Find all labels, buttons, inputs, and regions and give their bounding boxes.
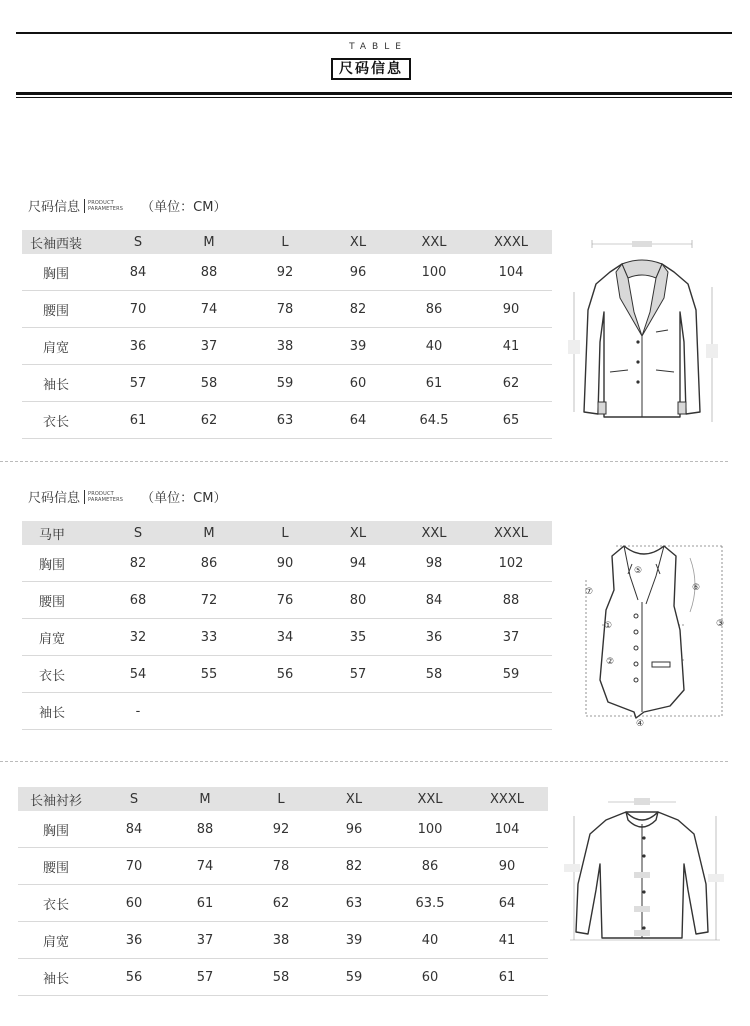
row-measure-label: 衣长 <box>38 669 65 684</box>
row-measure-label: 肩宽 <box>42 935 69 950</box>
section-heading-cn: 尺码信息 <box>28 200 81 215</box>
table-row <box>18 848 548 885</box>
table-cell: 88 <box>200 265 218 280</box>
table-cell: 61 <box>129 413 147 428</box>
table-cell <box>248 693 322 730</box>
table-cell: 56 <box>276 667 294 682</box>
table-size-header: S <box>129 791 139 807</box>
table-row <box>22 656 552 693</box>
table-cell <box>392 693 476 730</box>
section-1-heading <box>28 196 226 215</box>
table-cell: 64 <box>349 413 367 428</box>
table-size-header: XXXL <box>494 234 528 250</box>
table-header-row <box>22 230 552 254</box>
table-cell: 90 <box>276 556 294 571</box>
table-cell: 60 <box>349 376 367 391</box>
table-category-header: 长袖西装 <box>29 236 82 252</box>
table-cell: 100 <box>421 265 447 280</box>
table-cell: 74 <box>196 859 214 874</box>
row-separator <box>22 729 552 730</box>
table-cell: 41 <box>498 933 516 948</box>
section-divider <box>0 761 728 762</box>
table-row <box>18 922 548 959</box>
section-heading-en: PRODUCT PARAMETERS <box>88 490 124 503</box>
table-size-header: XXL <box>421 525 447 541</box>
table-cell: 60 <box>125 896 143 911</box>
table-size-header: L <box>277 791 285 807</box>
table-cell: 59 <box>502 667 520 682</box>
table-cell: 62 <box>272 896 290 911</box>
table-cell: 38 <box>272 933 290 948</box>
table-row <box>22 291 552 328</box>
table-cell: 86 <box>200 556 218 571</box>
table-cell: 40 <box>421 933 439 948</box>
table-size-header: XL <box>349 234 367 250</box>
suit-jacket-diagram-icon <box>560 232 730 427</box>
unit-label: （单位：CM） <box>141 200 227 215</box>
table-header-row <box>22 521 552 545</box>
table-cell: 63 <box>345 896 363 911</box>
heading-divider <box>84 199 85 213</box>
table-cell: 78 <box>276 302 294 317</box>
vest-label-7: ⑦ <box>584 587 594 597</box>
table-row <box>18 811 548 848</box>
table-cell: 40 <box>425 339 443 354</box>
vest-label-1: ① <box>603 621 613 631</box>
unit-label: （单位：CM） <box>141 491 227 506</box>
table-cell: 61 <box>498 970 516 985</box>
row-measure-label: 腰围 <box>38 595 65 610</box>
table-cell: 36 <box>425 630 443 645</box>
table-cell <box>318 693 398 730</box>
table-cell: 54 <box>129 667 147 682</box>
table-cell: 56 <box>125 970 143 985</box>
header-bottom-rule <box>16 92 732 95</box>
table-cell: 74 <box>200 302 218 317</box>
table-cell: 34 <box>276 630 294 645</box>
row-measure-label: 衣长 <box>42 898 69 913</box>
table-cell: 64 <box>498 896 516 911</box>
table-cell: 37 <box>196 933 214 948</box>
table-cell: 63 <box>276 413 294 428</box>
table-category-header: 马甲 <box>38 527 65 543</box>
row-separator <box>18 995 548 996</box>
row-measure-label: 胸围 <box>42 267 69 282</box>
row-measure-label: 腰围 <box>42 861 69 876</box>
table-header-row <box>18 787 548 811</box>
table-size-header: S <box>133 234 143 250</box>
table-row <box>22 402 552 439</box>
table-size-header: M <box>203 525 215 541</box>
table-cell: 64.5 <box>419 413 449 428</box>
section-heading-cn: 尺码信息 <box>28 491 81 506</box>
table-cell: 68 <box>129 593 147 608</box>
table-cell: 102 <box>498 556 524 571</box>
table-cell: 80 <box>349 593 367 608</box>
section-2-heading <box>28 487 226 506</box>
table-row <box>22 328 552 365</box>
table-cell: 36 <box>125 933 143 948</box>
table-cell: 84 <box>129 265 147 280</box>
header-top-rule <box>16 32 732 34</box>
row-measure-label: 肩宽 <box>42 341 69 356</box>
heading-divider <box>84 490 85 504</box>
table-cell: 60 <box>421 970 439 985</box>
table-size-header: XXXL <box>490 791 524 807</box>
table-cell: 57 <box>196 970 214 985</box>
table-cell: 104 <box>494 822 520 837</box>
table-cell: 82 <box>345 859 363 874</box>
table-size-header: XL <box>349 525 367 541</box>
table-row <box>22 365 552 402</box>
table-cell: 41 <box>502 339 520 354</box>
table-size-header: XXL <box>417 791 443 807</box>
vest-label-4: ④ <box>635 719 645 729</box>
table-cell: 82 <box>349 302 367 317</box>
table-cell: 58 <box>200 376 218 391</box>
row-measure-label: 腰围 <box>42 304 69 319</box>
table-cell: 90 <box>498 859 516 874</box>
table-cell: 88 <box>196 822 214 837</box>
table-cell: 57 <box>349 667 367 682</box>
table-cell: 70 <box>129 302 147 317</box>
table-cell: 35 <box>349 630 367 645</box>
table-cell: 32 <box>129 630 147 645</box>
table-cell: 92 <box>276 265 294 280</box>
table-row <box>18 885 548 922</box>
table-size-header: XL <box>345 791 363 807</box>
table-cell: 98 <box>425 556 443 571</box>
row-measure-label: 袖长 <box>42 378 69 393</box>
table-size-header: M <box>203 234 215 250</box>
table-size-header: L <box>281 234 289 250</box>
vest-label-3: ③ <box>715 619 725 629</box>
row-measure-label: 衣长 <box>42 415 69 430</box>
table-cell <box>172 693 246 730</box>
table-row <box>22 545 552 582</box>
table-size-header: M <box>199 791 211 807</box>
vest-label-5: ⑤ <box>633 566 643 576</box>
vest-label-6: ⑥ <box>691 583 701 593</box>
table-row <box>22 619 552 656</box>
table-cell: 86 <box>421 859 439 874</box>
table-cell: 37 <box>502 630 520 645</box>
table-cell: 84 <box>125 822 143 837</box>
table-cell: 63.5 <box>415 896 445 911</box>
shirt-diagram-icon <box>560 794 730 944</box>
table-cell: 86 <box>425 302 443 317</box>
table-cell: 38 <box>276 339 294 354</box>
table-cell: - <box>135 704 141 719</box>
table-cell: 88 <box>502 593 520 608</box>
section-divider <box>0 461 728 462</box>
table-size-header: S <box>133 525 143 541</box>
row-measure-label: 胸围 <box>42 824 69 839</box>
table-cell: 92 <box>272 822 290 837</box>
table-cell: 76 <box>276 593 294 608</box>
table-cell: 58 <box>272 970 290 985</box>
table-row <box>22 693 552 730</box>
table-cell: 70 <box>125 859 143 874</box>
table-cell: 72 <box>200 593 218 608</box>
vest-diagram-icon <box>572 540 738 730</box>
header-bottom-rule-thin <box>16 97 732 98</box>
vest-label-2: ② <box>605 657 615 667</box>
page-title: 尺码信息 <box>331 58 411 80</box>
table-cell: 82 <box>129 556 147 571</box>
table-cell: 78 <box>272 859 290 874</box>
section-heading-en: PRODUCT PARAMETERS <box>88 199 124 212</box>
table-row <box>22 254 552 291</box>
table-cell: 100 <box>417 822 443 837</box>
table-cell: 39 <box>345 933 363 948</box>
table-cell: 36 <box>129 339 147 354</box>
header-subtitle: TABLE <box>349 42 407 52</box>
table-cell: 61 <box>425 376 443 391</box>
row-measure-label: 肩宽 <box>38 632 65 647</box>
table-cell: 94 <box>349 556 367 571</box>
table-cell: 65 <box>502 413 520 428</box>
table-cell: 57 <box>129 376 147 391</box>
row-measure-label: 袖长 <box>42 972 69 987</box>
table-cell: 39 <box>349 339 367 354</box>
row-measure-label: 胸围 <box>38 558 65 573</box>
row-separator <box>22 438 552 439</box>
table-cell: 59 <box>345 970 363 985</box>
table-cell: 61 <box>196 896 214 911</box>
table-category-header: 长袖衬衫 <box>29 793 82 809</box>
table-row <box>22 582 552 619</box>
table-cell: 96 <box>345 822 363 837</box>
table-cell: 33 <box>200 630 218 645</box>
table-cell: 96 <box>349 265 367 280</box>
table-cell: 55 <box>200 667 218 682</box>
table-cell: 37 <box>200 339 218 354</box>
table-cell: 84 <box>425 593 443 608</box>
row-measure-label: 袖长 <box>38 706 65 721</box>
table-size-header: XXL <box>421 234 447 250</box>
table-cell: 90 <box>502 302 520 317</box>
table-cell <box>470 693 552 730</box>
table-cell: 62 <box>502 376 520 391</box>
table-row <box>18 959 548 996</box>
table-cell: 58 <box>425 667 443 682</box>
table-size-header: L <box>281 525 289 541</box>
table-cell: 62 <box>200 413 218 428</box>
table-cell: 104 <box>498 265 524 280</box>
table-cell: 59 <box>276 376 294 391</box>
table-size-header: XXXL <box>494 525 528 541</box>
